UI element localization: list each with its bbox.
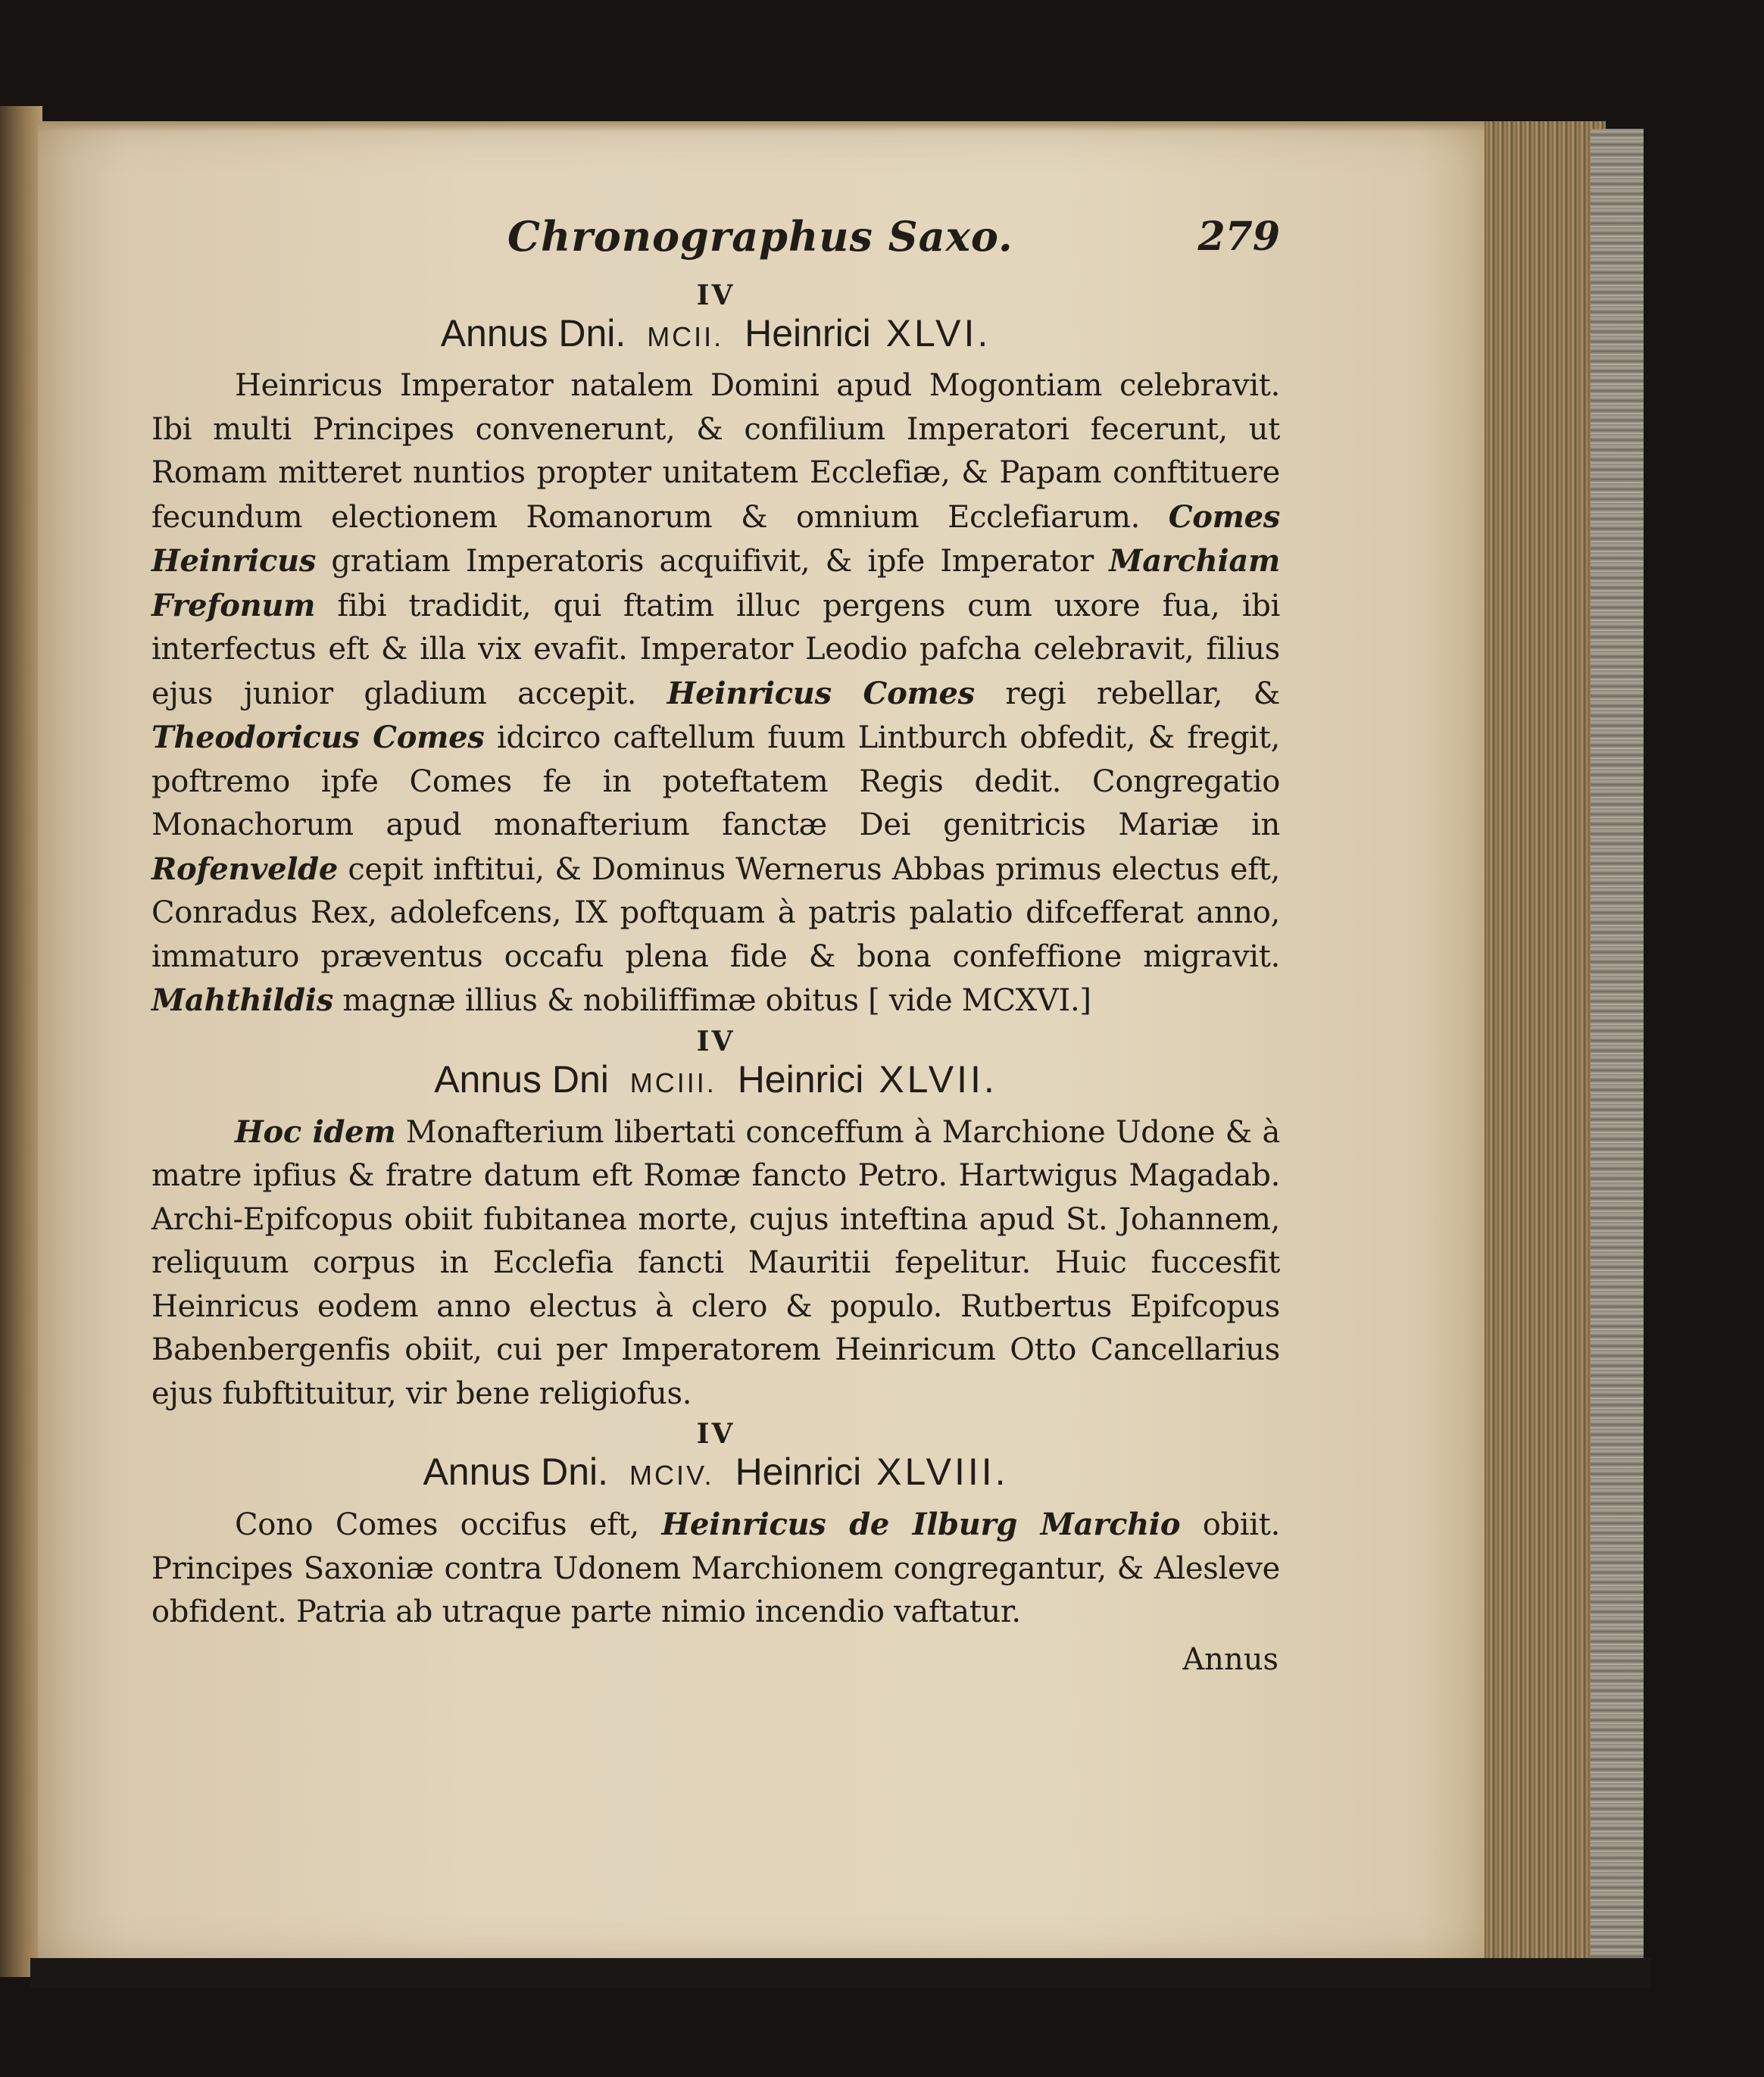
reign-year: XLVI. <box>885 312 991 354</box>
text-run: obiit. Principes Saxoniæ contra Udonem Marchionem congregantur, & Alesleve obfident. Patria ab utraque parte nimio incendio vaftatur. <box>151 1507 1280 1629</box>
reign-year: XLVIII. <box>876 1451 1009 1493</box>
text-run: idcirco caftellum fuum Lintburch obfedit, & fregit, poftremo ipfe Comes fe in poteftatem Regis dedit. Congregatio Monachorum apud monafterium fanctæ Dei genitricis Mariæ in <box>151 720 1280 842</box>
king-name: Heinrici <box>745 312 871 354</box>
italic-name-run: Mahthildis <box>151 982 333 1018</box>
indiction-marker: IV <box>696 1025 735 1057</box>
entry-paragraph <box>151 1110 1280 1416</box>
italic-name-run: Comes Heinricus <box>151 498 1280 579</box>
reign-year: XLVII. <box>879 1057 998 1101</box>
text-run: Heinricus Imperator natalem Domini apud Mogontiam celebravit. Ibi multi Principes convenerunt, & confilium Imperatori fecerunt, ut Romam mitteret nuntios propter unitatem Ecclefiæ, & Papam conftituere fecundum electionem Romanorum & omnium Ecclefiarum. <box>151 368 1280 535</box>
italic-name-run: Rofenvelde <box>151 851 338 887</box>
left-page-edge <box>0 106 42 1977</box>
text-run: Cono Comes occifus eft, <box>235 1507 662 1542</box>
italic-name-run: Heinricus Comes <box>667 675 975 711</box>
year-heading <box>151 311 1280 360</box>
entry-paragraph <box>151 1503 1280 1635</box>
year-numeral: MCII. <box>647 321 724 352</box>
running-title: Chronographus Saxo. <box>507 212 1013 261</box>
italic-name-run: Hoc idem <box>235 1113 396 1150</box>
entry-1102 <box>151 280 1280 1023</box>
entry-1103 <box>151 1026 1280 1416</box>
annus-label: Annus Dni. <box>440 312 626 354</box>
king-name: Heinrici <box>735 1451 862 1493</box>
text-run: gratiam Imperatoris acquifivit, & ipfe Imperator <box>316 544 1110 579</box>
entry-paragraph <box>151 364 1280 1023</box>
catchword: Annus <box>1182 1641 1279 1677</box>
fore-edge-leaves <box>1485 121 1606 1962</box>
king-name: Heinrici <box>737 1057 864 1101</box>
year-heading <box>151 1057 1280 1106</box>
annus-label: Annus Dni. <box>423 1451 609 1493</box>
entry-1104 <box>151 1419 1280 1635</box>
italic-name-run: Heinricus de Ilburg Marchio <box>661 1507 1181 1542</box>
bottom-shadow <box>30 1958 1651 1988</box>
indiction-marker: IV <box>696 1418 735 1450</box>
year-heading <box>151 1449 1280 1498</box>
year-numeral: MCIII. <box>629 1067 717 1098</box>
text-run: fibi tradidit, qui ftatim illuc pergens cum uxore fua, ibi interfectus eft & illa vix evafit. Imperator Leodio pafcha celebravit, filius ejus junior gladium accepit. <box>151 588 1280 711</box>
annus-label: Annus Dni <box>434 1057 609 1101</box>
text-run: Monafterium libertati conceffum à Marchione Udone & à matre ipfius & fratre datum eft Romæ fancto Petro. Hartwigus Magadab. Archi-Epifcopus obiit fubitanea morte, cujus inteftina apud St. Johannem, reliquum corpus in Ecclefia fancti Mauritii fepelitur. Huic fuccesfit Heinricus eodem anno electus à clero & populo. Rutbertus Epifcopus Babenbergenfis obiit, cui per Imperatorem Heinricum Otto Cancellarius ejus fubftituitur, vir bene religiofus. <box>151 1114 1280 1411</box>
page-number: 279 <box>1197 214 1280 260</box>
text-run: cepit inftitui, & Dominus Wernerus Abbas primus electus eft, Conradus Rex, adolefcens, IX poftquam à patris palatio difcefferat anno, immaturo præventus occafu plena fide & bona confeffione migravit. <box>151 851 1280 974</box>
indiction-marker: IV <box>696 280 735 311</box>
italic-name-run: Theodoricus Comes <box>151 720 485 755</box>
text-run: magnæ illius & nobiliffimæ obitus [ vide MCXVI.] <box>333 983 1091 1018</box>
text-block <box>151 212 1280 1677</box>
year-numeral: MCIV. <box>629 1460 714 1491</box>
italic-name-run: Marchiam Frefonum <box>151 543 1280 623</box>
running-head <box>151 212 1280 280</box>
text-run: regi rebellar, & <box>974 676 1281 711</box>
cover-edge <box>1591 129 1644 1962</box>
